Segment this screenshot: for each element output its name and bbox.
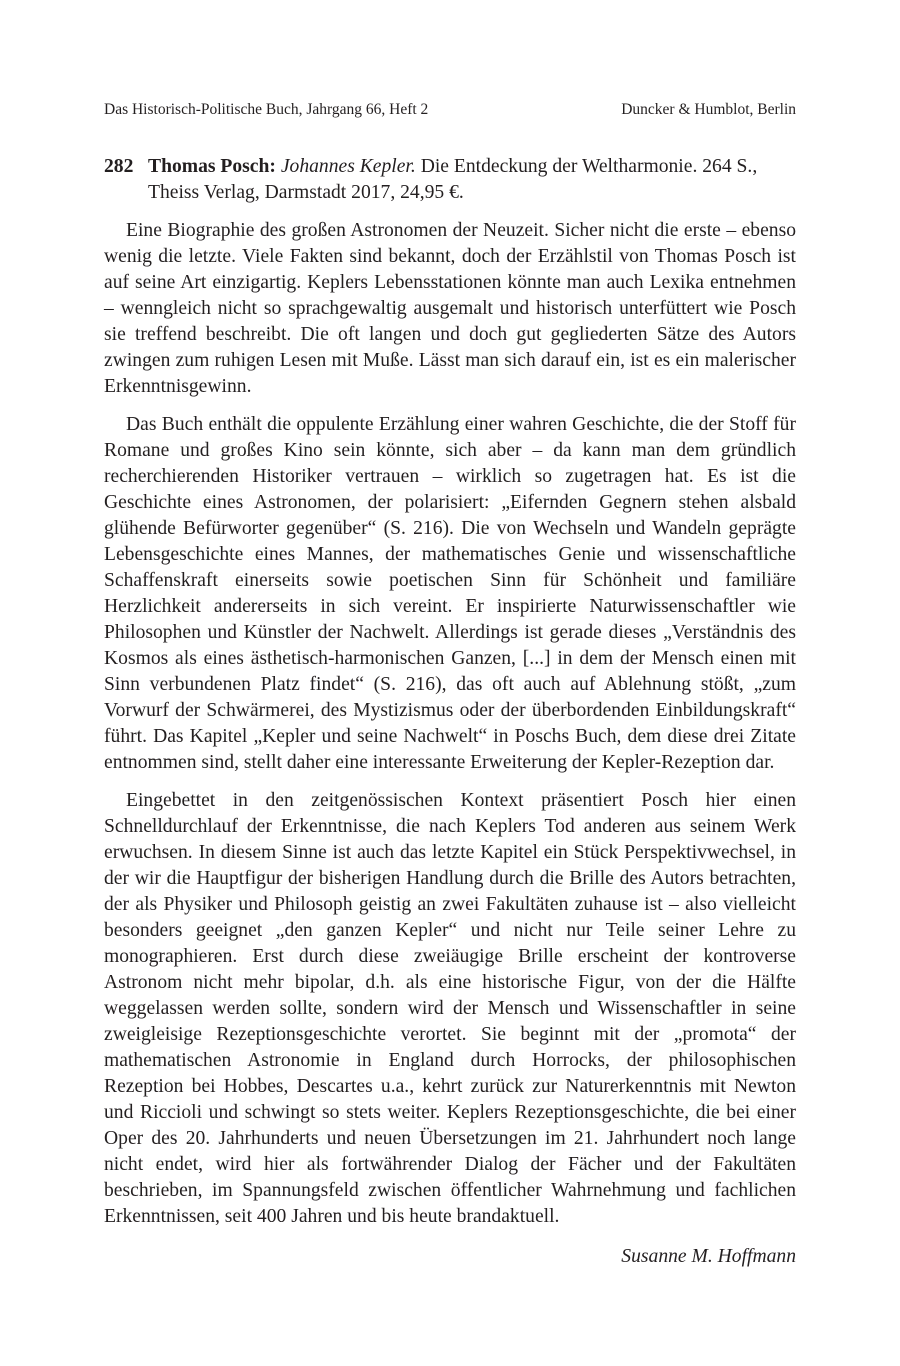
paragraph: Eingebettet in den zeitgenössischen Kontext präsentiert Posch hier einen Schnelldurchlauf der Erkenntnisse, die nach Keplers Tod anderen aus seinem Werk erwuchsen. In diesem Sinne ist auch das letzte Kapitel ein Stück Perspektivwechsel, in der wir die Hauptfigur der bisherigen Handlung durch die Brille des Autors betrachten, der als Physiker und Philosoph geistig an zwei Fakultäten zuhause ist – also vielleicht besonders geeignet „den ganzen Kepler“ und nicht nur Teile seiner Lehre zu monographieren. Erst durch diese zweiäugige Brille erscheint der kontroverse Astronom nicht mehr bipolar, d.h. als eine historische Figur, von der die Hälfte weggelassen werden sollte, sondern wird der Mensch und Wissenschaftler in seine zweigleisige Rezeptionsgeschichte verortet. Sie beginnt mit der „promota“ der mathematischen Astronomie in England durch Horrocks, der philosophischen Rezeption bei Hobbes, Descartes u.a., kehrt zurück zur Naturerkenntnis mit Newton und Riccioli und schwingt so stets weiter. Keplers Rezeptionsgeschichte, die bei einer Oper des 20. Jahrhunderts und neuen Übersetzungen im 21. Jahrhundert noch lange nicht endet, wird hier als fortwährender Dialog der Fächer und der Fakultäten beschrieben, im Spannungsfeld zwischen öffentlicher Wahrnehmung und fachlichen Erkenntnissen, seit 400 Jahren und bis heute brandaktuell.	[104, 790, 796, 1227]
journal-title: Das Historisch-Politische Buch, Jahrgang 66, Heft 2	[104, 101, 429, 118]
review-entry	[104, 154, 796, 1270]
paragraph: Das Buch enthält die oppulente Erzählung einer wahren Geschichte, die der Stoff für Romane und großes Kino sein könnte, sich aber – da kann man dem gründlich recherchierenden Historiker vertrauen – wirklich so zugetragen hat. Es ist die Geschichte eines Astronomen, der polarisiert: „Eifernden Gegnern stehen alsbald glühende Befürworter gegenüber“ (S. 216). Die von Wechseln und Wandeln geprägte Lebensgeschichte eines Mannes, der mathematisches Genie und wissenschaftliche Schaffenskraft einerseits sowie poetischen Sinn für Schönheit und familiäre Herzlichkeit andererseits in sich vereint. Er inspirierte Naturwissenschaftler wie Philosophen und Künstler der Nachwelt. Allerdings ist gerade dieses „Verständnis des Kosmos als eines ästhetisch-harmonischen Ganzen, [...] in dem der Mensch einen mit Sinn verbundenen Platz findet“ (S. 216), das oft auch auf Ablehnung stößt, „zum Vorwurf der Schwärmerei, des Mystizismus oder der überbordenden Einbildungskraft“ führt. Das Kapitel „Kepler und seine Nachwelt“ in Poschs Buch, dem diese drei Zitate entnommen sind, stellt daher eine interessante Erweiterung der Kepler-Rezeption dar.	[104, 414, 796, 773]
book-publication-details: Die Entdeckung der Weltharmonie. 264 S., Theiss Verlag, Darmstadt 2017, 24,95 €.	[148, 156, 758, 203]
book-author: Thomas Posch:	[148, 156, 276, 177]
reviewer-signature: Susanne M. Hoffmann	[621, 1246, 796, 1267]
publisher: Duncker & Humblot, Berlin	[621, 101, 796, 118]
book-title: Johannes Kepler.	[280, 156, 416, 177]
entry-number: 282	[104, 156, 134, 177]
paragraph: Eine Biographie des großen Astronomen der Neuzeit. Sicher nicht die erste – ebenso wenig die letzte. Viele Fakten sind bekannt, doch der Erzählstil von Thomas Posch ist auf seine Art einzigartig. Keplers Lebensstationen könnte man auch Lexika entnehmen – wenngleich nicht so sprachgewaltig ausgemalt und historisch unterfüttert wie Posch sie treffend beschreibt. Die oft langen und doch gut gegliederten Sätze des Autors zwingen zum ruhigen Lesen mit Muße. Lässt man sich darauf ein, ist es ein malerischer Erkenntnisgewinn.	[104, 220, 796, 397]
review-body	[104, 218, 796, 1230]
running-head	[104, 100, 796, 120]
entry-heading	[104, 154, 796, 206]
